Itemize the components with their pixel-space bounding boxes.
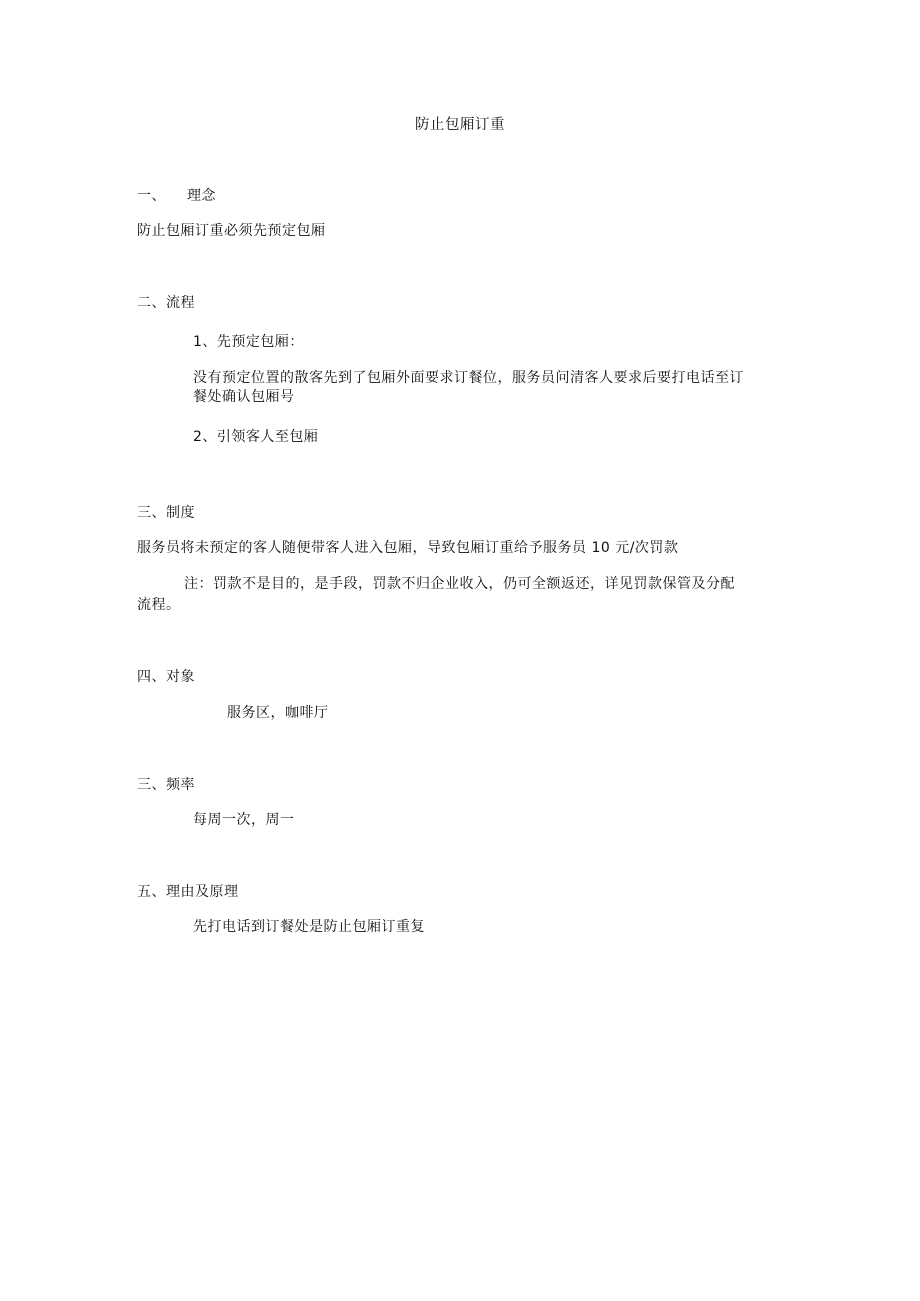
document-title: 防止包厢订重: [415, 117, 505, 133]
section-number: 一、: [137, 188, 166, 204]
section-heading-text: 理念: [187, 188, 216, 204]
section-heading-philosophy: [137, 186, 216, 206]
paragraph-rules: 服务员将未预定的客人随便带客人进入包厢，导致包厢订重给予服务员 10 元/次罚款: [137, 540, 679, 556]
section-heading-reason: 五、理由及原理: [137, 884, 239, 900]
process-step-1-body-line2: 餐处确认包厢号: [193, 389, 295, 405]
paragraph-target: 服务区，咖啡厅: [227, 705, 329, 721]
process-step-1-title: 1、先预定包厢：: [193, 334, 304, 350]
section-heading-frequency: 三、频率: [137, 777, 195, 793]
paragraph-frequency: 每周一次，周一: [193, 812, 295, 828]
paragraph-reason: 先打电话到订餐处是防止包厢订重复: [193, 919, 425, 935]
section-heading-rules: 三、制度: [137, 505, 195, 521]
rules-note-line2: 流程。: [137, 597, 181, 613]
paragraph-philosophy: 防止包厢订重必须先预定包厢: [137, 223, 326, 239]
rules-note-line1: 注：罚款不是目的，是手段，罚款不归企业收入，仍可全额返还，详见罚款保管及分配: [184, 576, 735, 592]
process-step-1-body-line1: 没有预定位置的散客先到了包厢外面要求订餐位，服务员问清客人要求后要打电话至订: [193, 370, 744, 386]
section-heading-process: 二、流程: [137, 295, 195, 311]
section-heading-target: 四、对象: [137, 669, 195, 685]
process-step-2-title: 2、引领客人至包厢: [193, 429, 319, 445]
